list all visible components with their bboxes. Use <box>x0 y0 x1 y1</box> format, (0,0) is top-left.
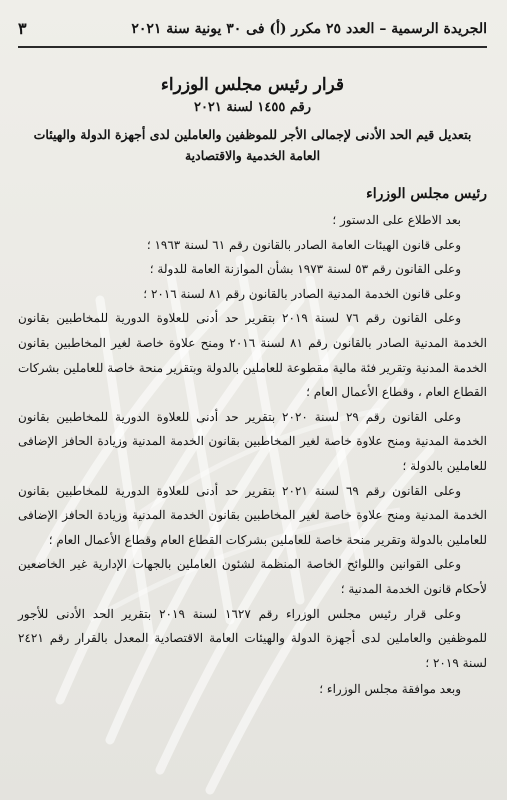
decree-body <box>18 182 487 702</box>
preamble-paragraph: بعد الاطلاع على الدستور ؛ <box>332 213 461 227</box>
header-rule <box>18 46 487 48</box>
preamble-paragraph: وعلى القانون رقم ٢٩ لسنة ٢٠٢٠ بتقرير حد أدنى للعلاوة الدورية للمخاطبين بقانون الخدمة المدنية ومنح علاوة خاصة لغير المخاطبين بقانون الخدمة المدنية وزيادة الحافز الإضافى للعاملين بالدولة ؛ <box>18 409 487 473</box>
preamble-paragraph: وعلى قرار رئيس مجلس الوزراء رقم ١٦٢٧ لسنة ٢٠١٩ بتقرير الحد الأدنى للأجور للموظفين والعاملين لدى أجهزة الدولة والهيئات العامة الاقتصادية المعدل بالقرار رقم ٢٤٢١ لسنة ٢٠١٩ ؛ <box>18 606 487 670</box>
preamble-paragraph: وعلى القانون رقم ٦٩ لسنة ٢٠٢١ بتقرير حد أدنى للعلاوة الدورية للمخاطبين بقانون الخدمة المدنية ومنح علاوة خاصة لغير المخاطبين بقانون الخدمة المدنية وزيادة الحافز الإضافى للعاملين بالدولة وتقرير منحة خاصة للعاملين بشركات القطاع العام وقطاع الأعمال العام ؛ <box>18 483 487 547</box>
preamble-paragraph: وعلى القانون رقم ٧٦ لسنة ٢٠١٩ بتقرير حد أدنى للعلاوة الدورية للمخاطبين بقانون الخدمة المدنية الصادر بالقانون رقم ٨١ لسنة ٢٠١٦ ومنح علاوة خاصة لغير المخاطبين بقانون الخدمة المدنية وتقرير فئة مالية مقطوعة للعاملين بالدولة وبتقرير منحة خاصة للعاملين بشركات القطاع العام ، وقطاع الأعمال العام ؛ <box>18 311 488 400</box>
gazette-header-title: الجريدة الرسمية – العدد ٢٥ مكرر (أ) فى ٣٠ يونية سنة ٢٠٢١ <box>131 21 487 37</box>
gazette-header <box>18 18 487 40</box>
page-number: ٣ <box>18 19 27 38</box>
decree-title: قرار رئيس مجلس الوزراء <box>160 75 345 95</box>
closing-paragraph: وبعد موافقة مجلس الوزراء ؛ <box>319 682 461 697</box>
preamble-paragraph: وعلى القوانين واللوائح الخاصة المنظمة لشئون العاملين بالجهات الإدارية غير الخاضعين لأحكام قانون الخدمة المدنية ؛ <box>18 557 487 596</box>
preamble-paragraph: وعلى قانون الخدمة المدنية الصادر بالقانون رقم ٨١ لسنة ٢٠١٦ ؛ <box>143 286 461 301</box>
decree-subject: بتعديل قيم الحد الأدنى لإجمالى الأجر للموظفين والعاملين لدى أجهزة الدولة والهيئات العامة الخدمية والاقتصادية <box>33 127 472 163</box>
decree-title-block <box>18 74 487 166</box>
preamble-paragraph: وعلى قانون الهيئات العامة الصادر بالقانون رقم ٦١ لسنة ١٩٦٣ ؛ <box>146 237 461 252</box>
preamble-paragraph: وعلى القانون رقم ٥٣ لسنة ١٩٧٣ بشأن الموازنة العامة للدولة ؛ <box>149 262 461 277</box>
decree-number: رقم ١٤٥٥ لسنة ٢٠٢١ <box>193 100 312 115</box>
decree-issuer: رئيس مجلس الوزراء <box>366 186 487 202</box>
